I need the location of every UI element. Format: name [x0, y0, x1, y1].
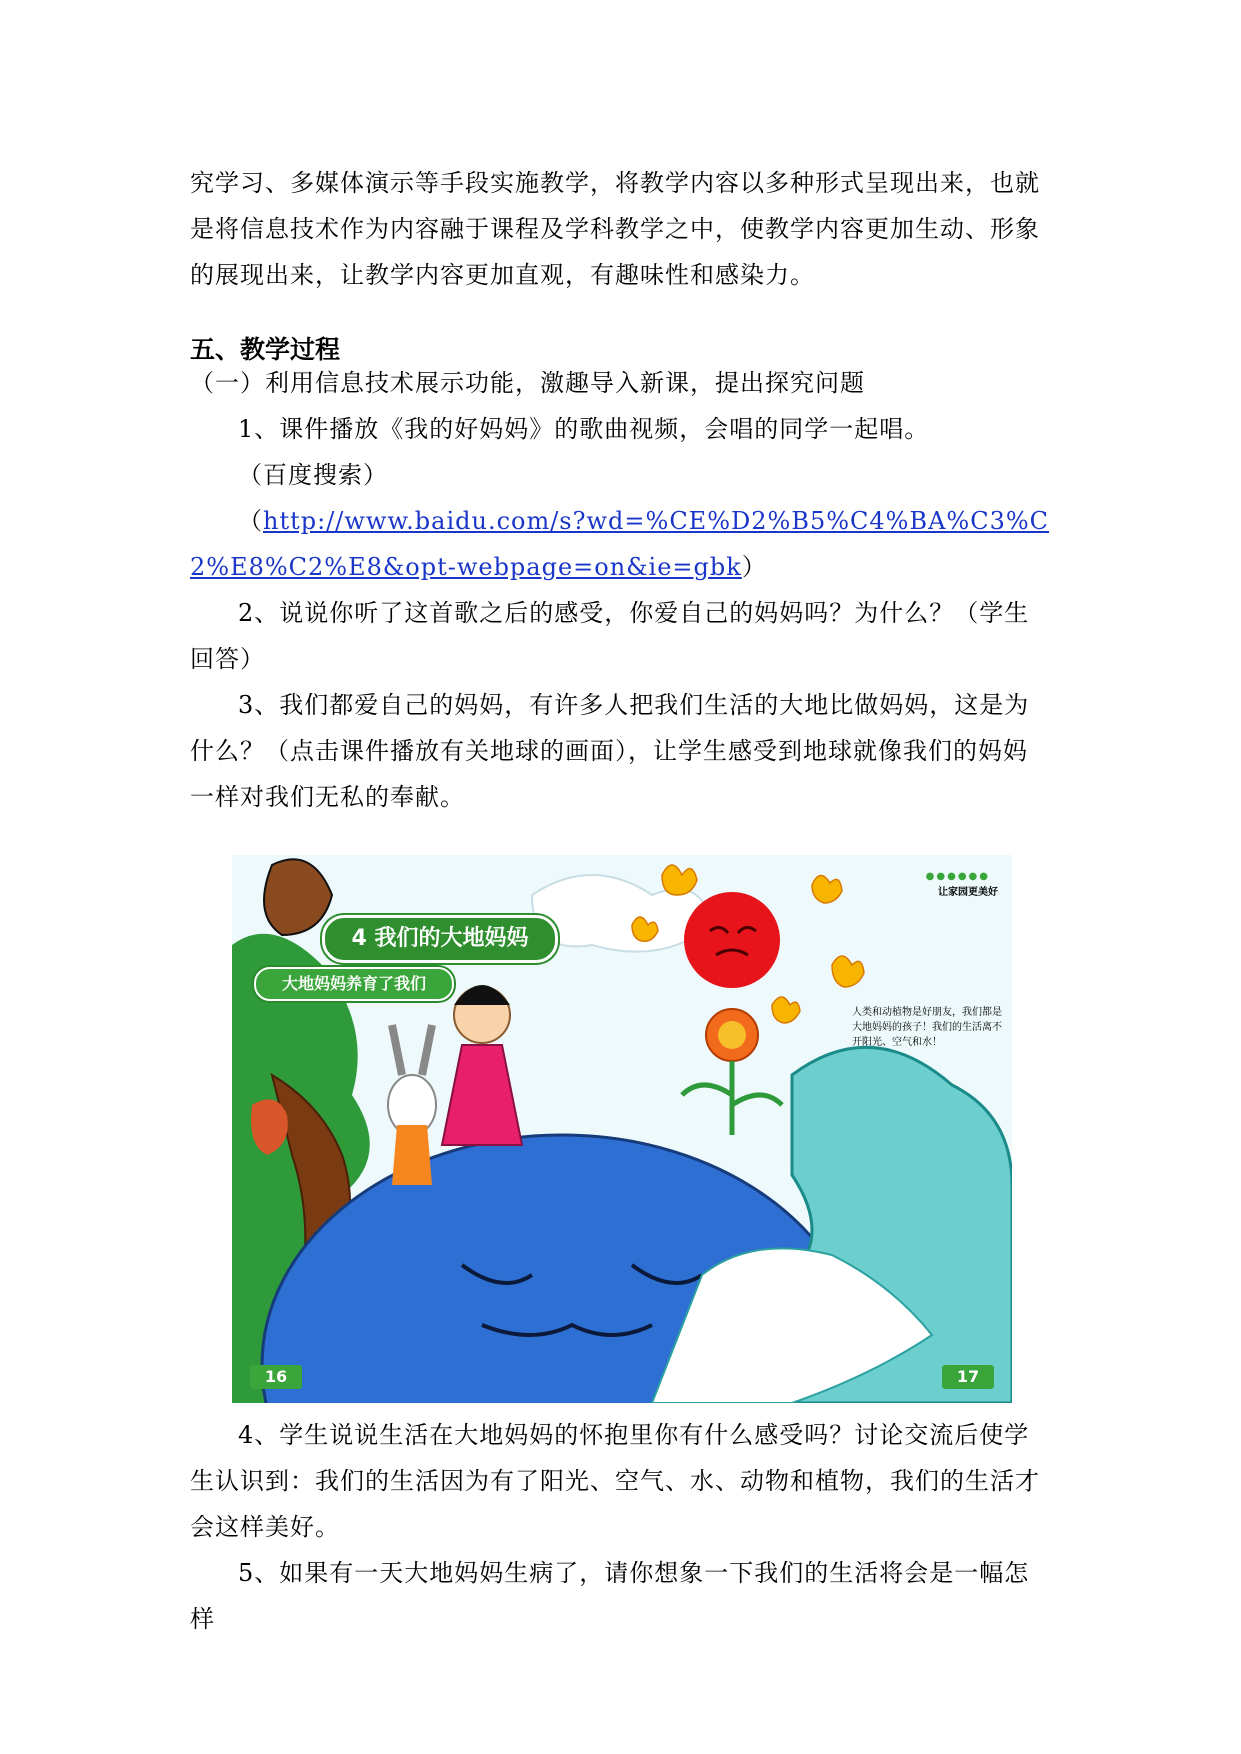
lesson-subtitle-banner: 大地妈妈养育了我们 — [254, 967, 454, 1001]
section-heading: 五、教学过程 — [190, 335, 341, 364]
link-close: ） — [741, 553, 767, 581]
item-1: 1、课件播放《我的好妈妈》的歌曲视频，会唱的同学一起唱。 — [238, 415, 930, 443]
baidu-link[interactable]: http://www.baidu.com/s?wd=%CE%D2%B5%C4%BA%C3%C2%E8%C2%E8&opt-webpage=on&ie=gbk — [190, 507, 1050, 581]
page-number-left: 16 — [250, 1365, 302, 1389]
sun-shape — [684, 892, 780, 988]
series-title: 让家园更美好 — [938, 887, 998, 898]
lesson-title-banner: 4 我们的大地妈妈 — [322, 915, 558, 963]
subheading-1: （一）利用信息技术展示功能，激趣导入新课，提出探究问题 — [190, 369, 865, 397]
body-block — [190, 360, 1050, 820]
illustration-caption: 人类和动植物是好朋友，我们都是大地妈妈的孩子！我们的生活离不开阳光、空气和水！ — [852, 1007, 1002, 1048]
intro-block — [190, 160, 1050, 298]
baidu-label: （百度搜索） — [238, 461, 388, 489]
link-paragraph — [190, 498, 1050, 590]
series-dots: ●●●●●● — [925, 871, 990, 882]
link-open: （ — [238, 507, 263, 535]
item-5: 5、如果有一天大地妈妈生病了，请你想象一下我们的生活将会是一幅怎样 — [190, 1559, 1030, 1633]
item-2: 2、说说你听了这首歌之后的感受，你爱自己的妈妈吗？为什么？（学生回答） — [190, 599, 1030, 673]
page-number-right: 17 — [942, 1365, 994, 1389]
item-3: 3、我们都爱自己的妈妈，有许多人把我们生活的大地比做妈妈，这是为什么？（点击课件播放有关地球的画面），让学生感受到地球就像我们的妈妈一样对我们无私的奉献。 — [190, 691, 1030, 811]
earth-mother-illustration — [232, 855, 1012, 1403]
body-block-2 — [190, 1412, 1050, 1642]
intro-paragraph: 究学习、多媒体演示等手段实施教学，将教学内容以多种形式呈现出来，也就是将信息技术作为内容融于课程及学科教学之中，使教学内容更加生动、形象的展现出来，让教学内容更加直观，有趣味性和感染力。 — [190, 169, 1040, 289]
item-4: 4、学生说说生活在大地妈妈的怀抱里你有什么感受吗？讨论交流后使学生认识到：我们的生活因为有了阳光、空气、水、动物和植物，我们的生活才会这样美好。 — [190, 1421, 1040, 1541]
